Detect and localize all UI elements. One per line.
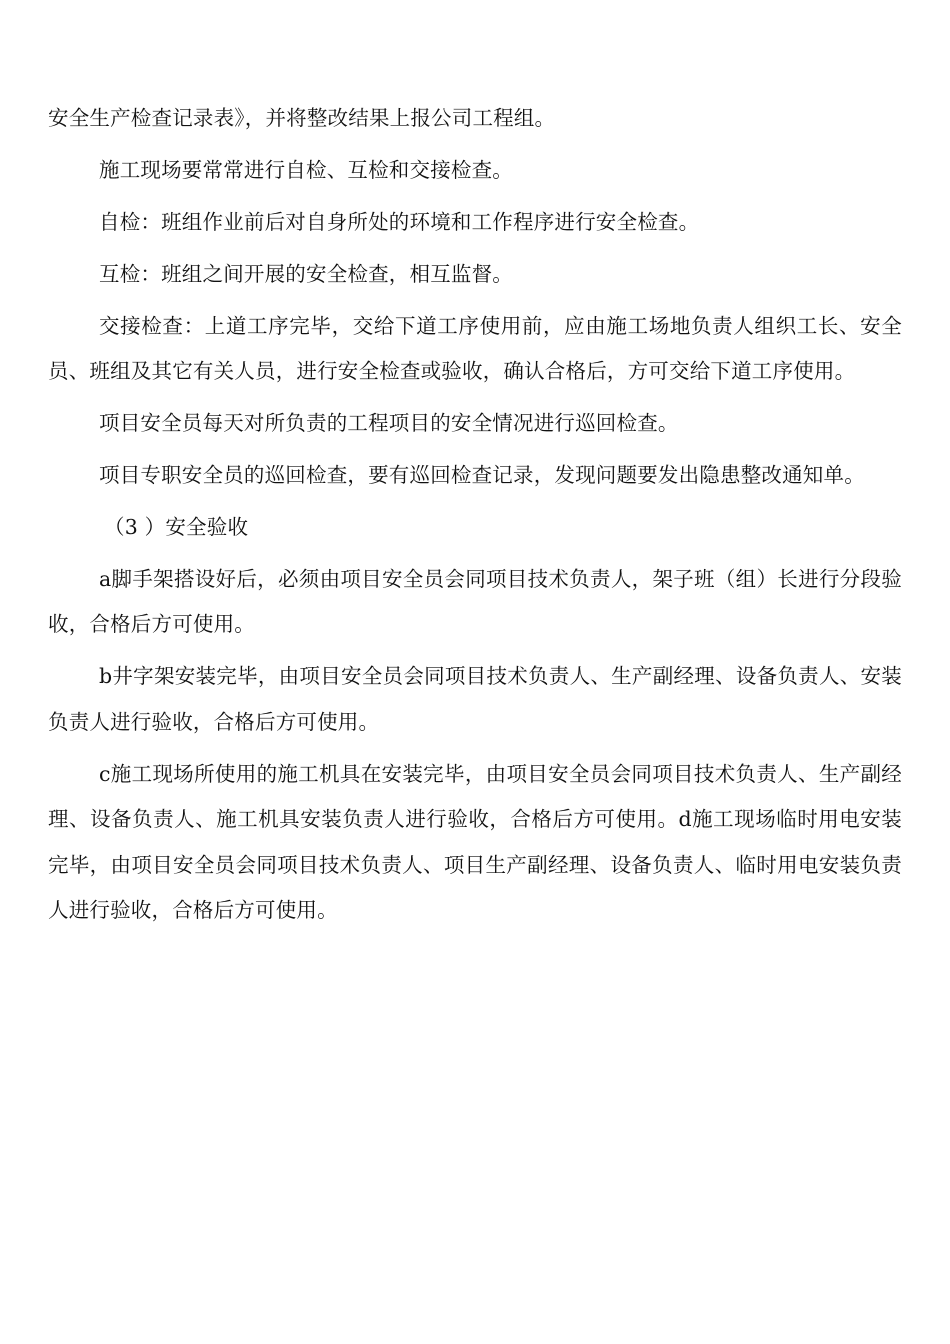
section-heading-safety-acceptance: （3 ）安全验收: [104, 514, 249, 539]
paragraph-patrol-record: 项目专职安全员的巡回检查，要有巡回检查记录，发现问题要发出隐患整改通知单。: [99, 462, 865, 487]
paragraph-self-check: 自检：班组作业前后对自身所处的环境和工作程序进行安全检查。: [99, 209, 700, 234]
paragraph-machinery-electric-acceptance: c施工现场所使用的施工机具在安装完毕，由项目安全员会同项目技术负责人、生产副经理、设备负责人、施工机具安装负责人进行验收，合格后方可使用。d施工现场临时用电安装完毕，由项目安全员会同项目技术负责人、项目生产副经理、设备负责人、临时用电安装负责人进行验收，合格后方可使用。: [48, 761, 902, 923]
paragraph-daily-patrol: 项目安全员每天对所负责的工程项目的安全情况进行巡回检查。: [99, 411, 679, 436]
paragraph-handover-check: 交接检查：上道工序完毕，交给下道工序使用前，应由施工场地负责人组织工长、安全员、班组及其它有关人员，进行安全检查或验收，确认合格后，方可交给下道工序使用。: [48, 313, 902, 384]
document-page: [48, 96, 902, 940]
paragraph-continuation: 安全生产检查记录表》，并将整改结果上报公司工程组。: [48, 106, 556, 130]
paragraph-hoist-acceptance: b井字架安装完毕，由项目安全员会同项目技术负责人、生产副经理、设备负责人、安装负责人进行验收，合格后方可使用。: [48, 664, 902, 734]
paragraph-scaffold-acceptance: a脚手架搭设好后，必须由项目安全员会同项目技术负责人，架子班（组）长进行分段验收，合格后方可使用。: [48, 566, 902, 637]
paragraph-inspection-types: 施工现场要常常进行自检、互检和交接检查。: [99, 157, 513, 182]
paragraph-mutual-check: 互检：班组之间开展的安全检查，相互监督。: [99, 261, 513, 286]
